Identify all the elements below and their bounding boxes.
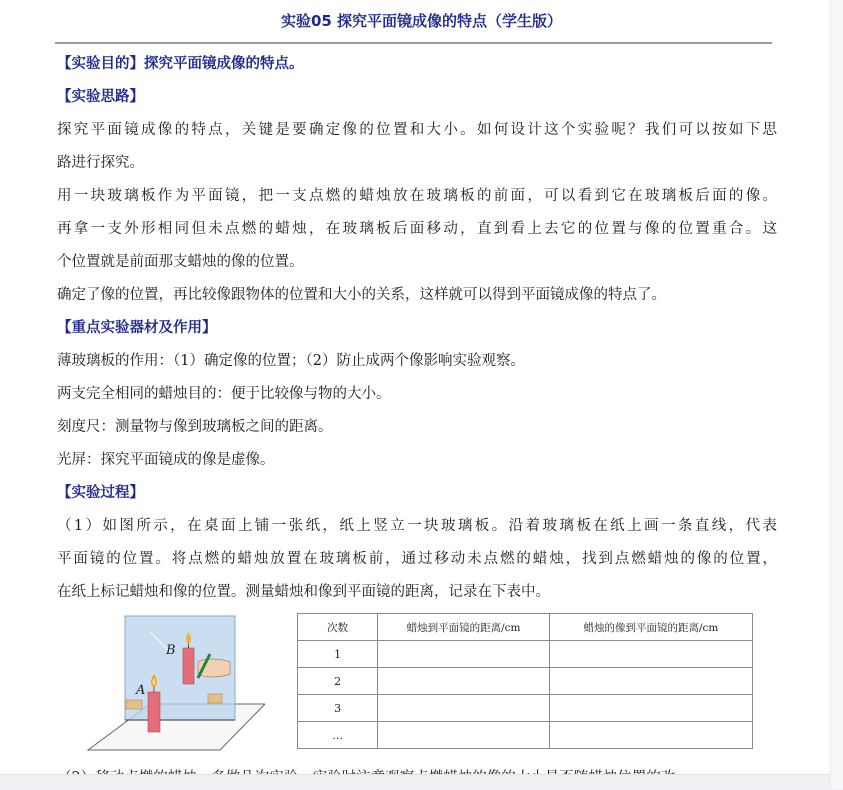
header-image-distance: 蜡烛的像到平面镜的距离/cm <box>549 614 752 641</box>
header-candle-distance: 蜡烛到平面镜的距离/cm <box>378 614 550 641</box>
block-right-shape <box>208 694 222 703</box>
table-cell <box>378 641 550 668</box>
equipment-line-1: 薄玻璃板的作用：（1）确定像的位置；（2）防止成两个像影响实验观察。 <box>57 353 525 369</box>
thinking-heading: 【实验思路】 <box>57 89 144 105</box>
row-index: 3 <box>298 695 378 722</box>
purpose-text: 探究平面镜成像的特点。 <box>144 56 304 72</box>
table-row <box>298 695 753 722</box>
process-line-3: 在纸上标记蜡烛和像的位置。测量蜡烛和像到平面镜的距离，记录在下表中。 <box>57 584 550 600</box>
thinking-line-3: 用一块玻璃板作为平面镜，把一支点燃的蜡烛放在玻璃板的前面，可以看到它在玻璃板后面的像。 <box>57 188 777 204</box>
label-b: B <box>166 643 176 658</box>
equipment-line-3: 刻度尺：测量物与像到玻璃板之间的距离。 <box>57 419 333 435</box>
table-cell <box>549 695 752 722</box>
purpose-heading: 【实验目的】 <box>57 56 144 72</box>
row-index: … <box>298 722 378 749</box>
process-line-2: 平面镜的位置。将点燃的蜡烛放置在玻璃板前，通过移动未点燃的蜡烛，找到点燃蜡烛的像的位置， <box>57 551 777 567</box>
row-index: 1 <box>298 641 378 668</box>
equipment-line-4: 光屏：探究平面镜成的像是虚像。 <box>57 452 275 468</box>
table-cell <box>378 722 550 749</box>
thinking-line-5: 个位置就是前面那支蜡烛的像的位置。 <box>57 254 304 270</box>
table-cell <box>378 668 550 695</box>
horizontal-scrollbar[interactable] <box>0 774 843 790</box>
title-divider <box>55 42 772 44</box>
table-row <box>298 722 753 749</box>
table-cell <box>549 641 752 668</box>
label-a: A <box>136 683 146 698</box>
table-cell <box>549 668 752 695</box>
process-heading: 【实验过程】 <box>57 485 144 501</box>
thinking-line-6: 确定了像的位置，再比较像跟物体的位置和大小的关系，这样就可以得到平面镜成像的特点了。 <box>57 287 666 303</box>
vertical-scrollbar[interactable] <box>830 0 843 789</box>
purpose-line <box>57 54 777 74</box>
thinking-line-2: 路进行探究。 <box>57 155 144 171</box>
table-cell <box>378 695 550 722</box>
document-title: 实验05 探究平面镜成像的特点（学生版） <box>280 12 563 30</box>
experiment-illustration <box>80 612 265 752</box>
equipment-line-2: 两支完全相同的蜡烛目的：便于比较像与物的大小。 <box>57 386 391 402</box>
process-line-1: （1）如图所示，在桌面上铺一张纸，纸上竖立一块玻璃板。沿着玻璃板在纸上画一条直线，代表 <box>57 518 777 534</box>
table-cell <box>549 722 752 749</box>
table-row <box>298 668 753 695</box>
thinking-line-1: 探究平面镜成像的特点，关键是要确定像的位置和大小。如何设计这个实验呢？我们可以按如下思 <box>57 122 777 138</box>
row-index: 2 <box>298 668 378 695</box>
table-row <box>298 641 753 668</box>
block-left-shape <box>126 700 142 709</box>
candle-b-shape <box>183 648 194 684</box>
equipment-heading: 【重点实验器材及作用】 <box>57 320 217 336</box>
header-count: 次数 <box>298 614 378 641</box>
candle-a-shape <box>148 692 160 732</box>
thinking-line-4: 再拿一支外形相同但未点燃的蜡烛，在玻璃板后面移动，直到看上去它的位置与像的位置重合。这 <box>57 221 777 237</box>
record-table <box>297 613 753 749</box>
